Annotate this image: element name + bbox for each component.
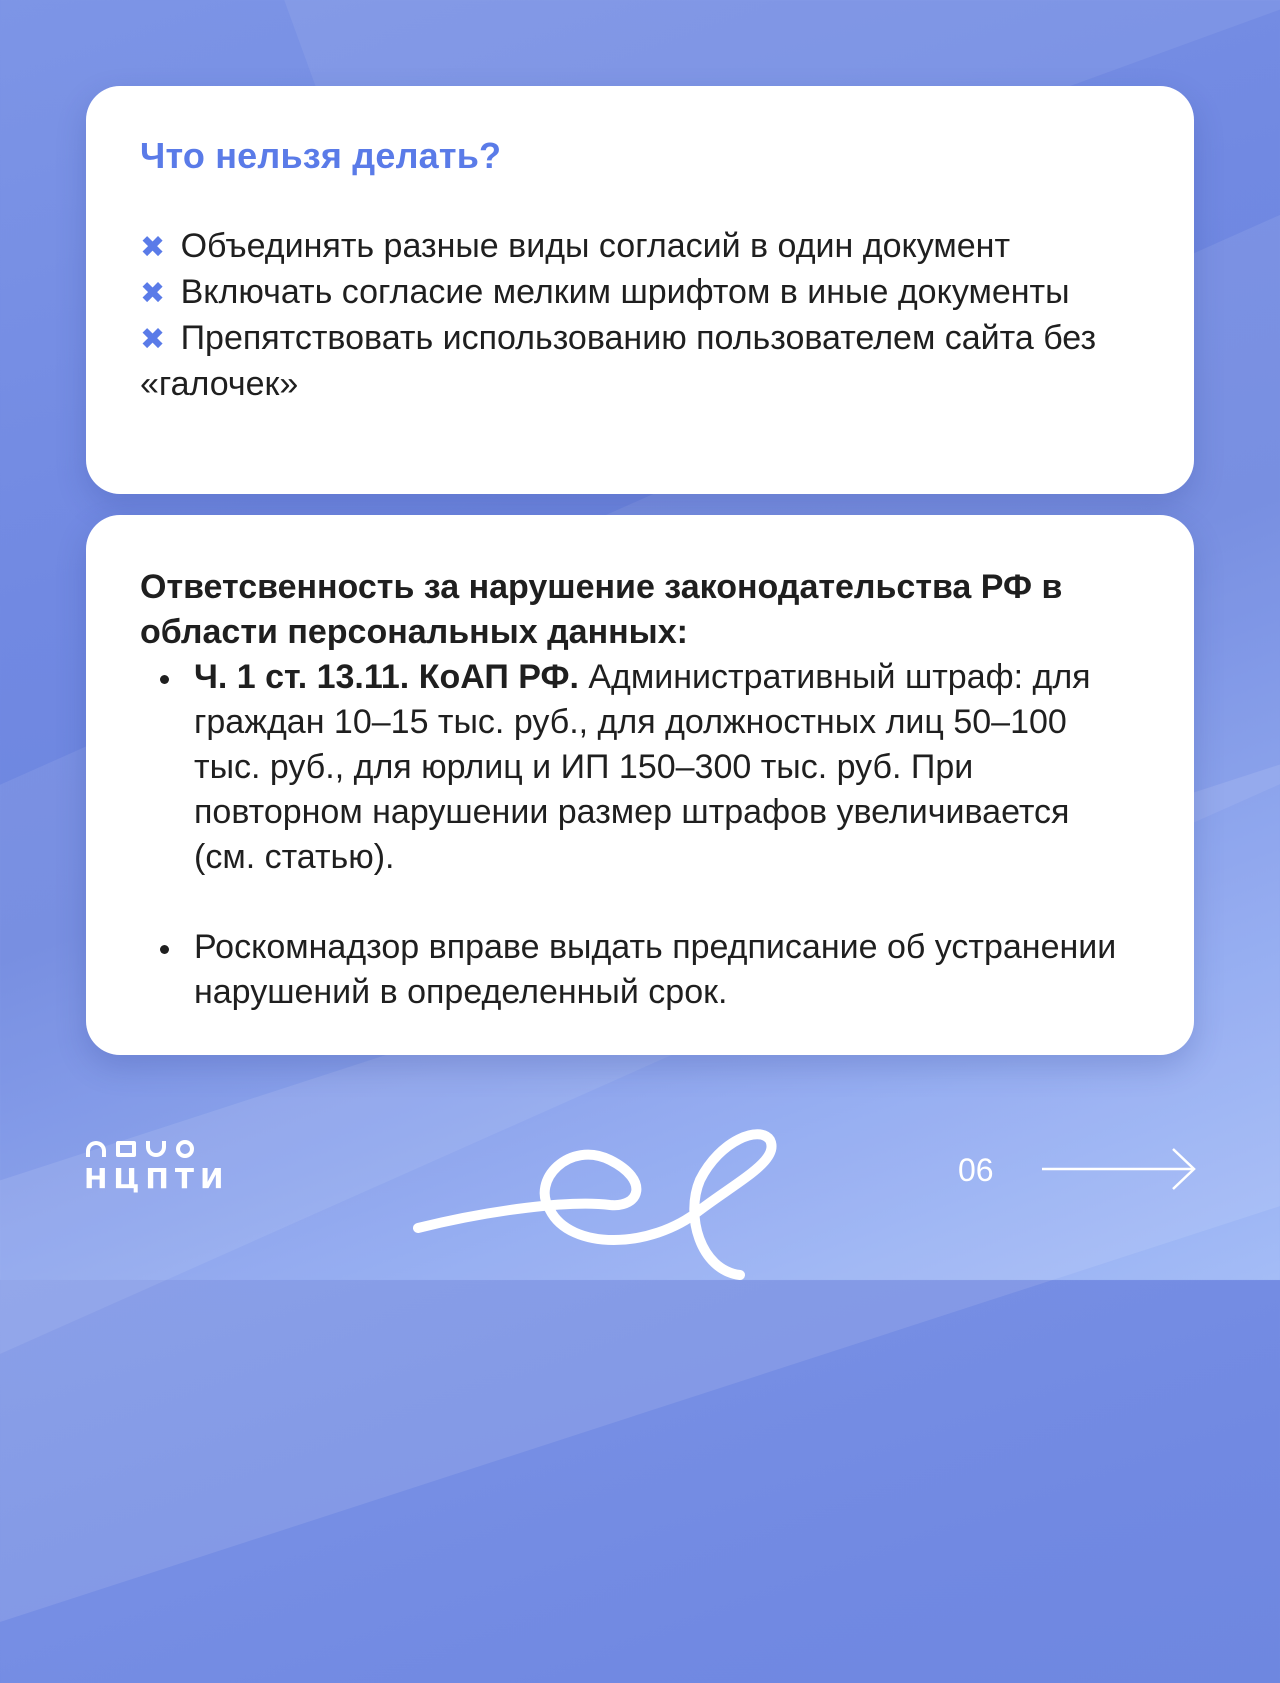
liability-text: Административный штраф: для граждан 10–15 тыс. руб., для должностных лиц 50–100 тыс. руб., для юрлиц и ИП 150–300 тыс. руб. При повторном нарушении размер штрафов увеличивается (см. статью). [194, 658, 1091, 876]
prohibition-text: Объединять разные виды согласий в один документ [180, 227, 1011, 265]
cross-icon: ✖ [140, 277, 166, 310]
prohibitions-list [140, 224, 1140, 407]
prohibitions-title: Что нельзя делать? [140, 135, 502, 176]
logo-shape-icon [146, 1141, 166, 1157]
page-number: 06 [958, 1152, 994, 1188]
bullet-icon [160, 945, 169, 954]
cross-icon: ✖ [140, 231, 166, 264]
liability-title: Ответсвенность за нарушение законодательства РФ в области персональных данных: [140, 568, 1063, 651]
liability-list [140, 655, 1140, 1015]
prohibition-item [140, 224, 1140, 270]
logo-shape-icon [116, 1141, 136, 1157]
arrow-right-icon[interactable] [1040, 1146, 1200, 1192]
logo-mark [86, 1140, 224, 1158]
liability-item [140, 925, 1140, 1015]
cross-icon: ✖ [140, 323, 166, 356]
prohibition-text: Включать согласие мелким шрифтом в иные документы [180, 273, 1070, 311]
prohibition-item [140, 316, 1140, 407]
liability-card [86, 515, 1194, 1055]
logo [84, 1140, 230, 1195]
logo-text: НЦПТИ [84, 1162, 230, 1195]
prohibitions-card [86, 86, 1194, 494]
bullet-icon [160, 675, 169, 684]
law-reference: Ч. 1 ст. 13.11. КоАП РФ. [194, 658, 579, 696]
logo-shape-icon [176, 1140, 194, 1158]
prohibition-text: Препятствовать использованию пользователем сайта без «галочек» [140, 319, 1097, 403]
liability-text: Роскомнадзор вправе выдать предписание об устранении нарушений в определенный срок. [194, 928, 1117, 1011]
decorative-scribble [400, 1100, 800, 1280]
prohibition-item [140, 270, 1140, 316]
liability-item [140, 655, 1140, 880]
logo-shape-icon [86, 1141, 106, 1157]
